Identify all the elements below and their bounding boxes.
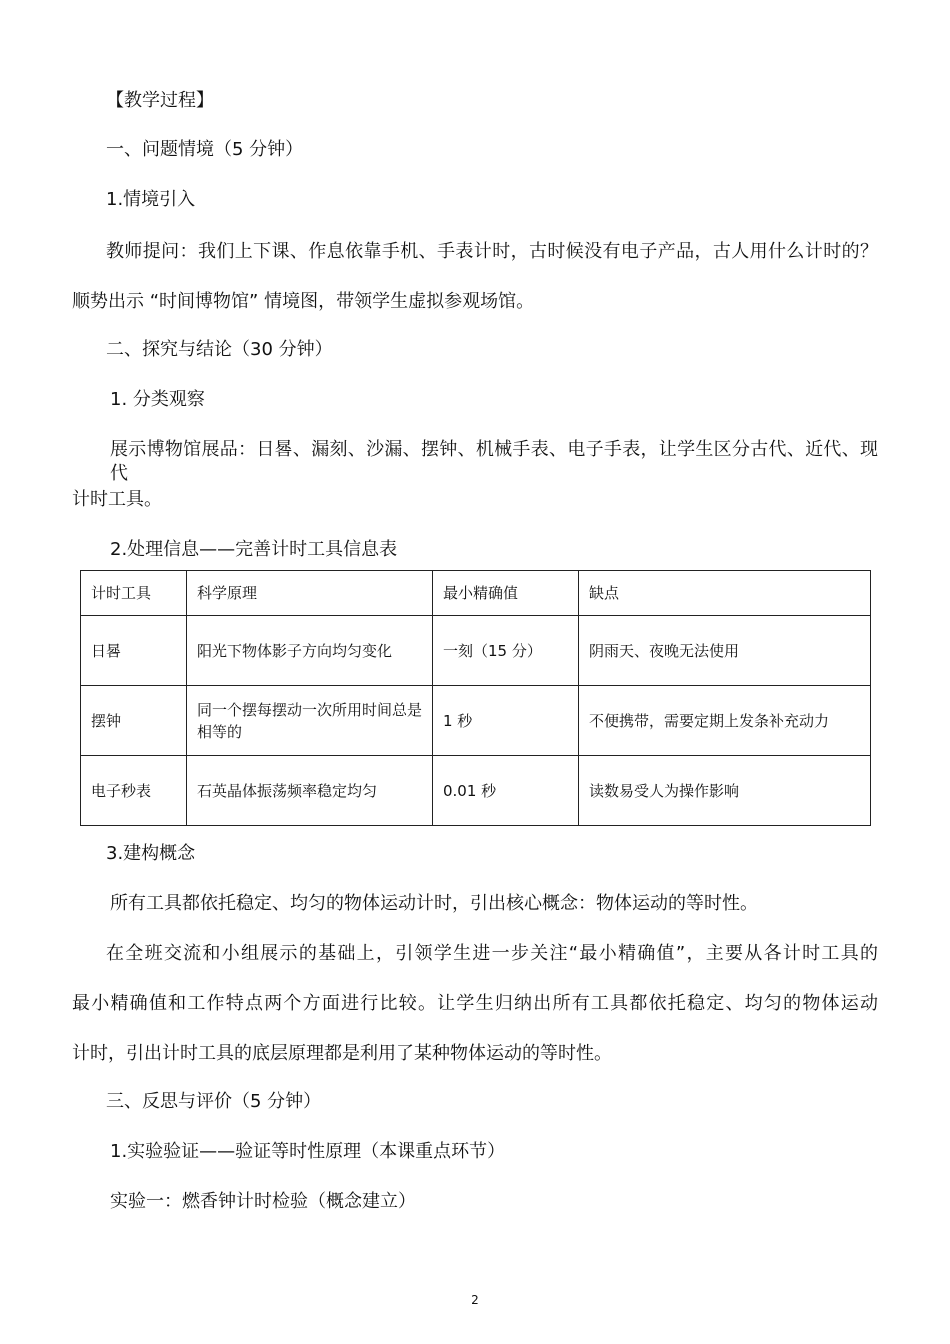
table-cell: 一刻（15 分） bbox=[433, 616, 579, 686]
page-number: 2 bbox=[471, 1293, 479, 1307]
table-row bbox=[81, 616, 871, 686]
part1-paragraph-line-1: 教师提问：我们上下课、作息依靠手机、手表计时，古时候没有电子产品，古人用什么计时的？ bbox=[106, 241, 878, 262]
table-cell: 同一个摆每摆动一次所用时间总是相等的 bbox=[187, 686, 433, 756]
part2-subheading-1: 1. 分类观察 bbox=[110, 389, 205, 410]
table-cell: 日晷 bbox=[81, 616, 187, 686]
table-row bbox=[81, 686, 871, 756]
table-header-cell: 缺点 bbox=[579, 571, 871, 616]
table-cell: 电子秒表 bbox=[81, 756, 187, 826]
part1-paragraph-line-2: 顺势出示 “时间博物馆” 情境图，带领学生虚拟参观场馆。 bbox=[72, 291, 535, 312]
part2-paragraph-line-1: 展示博物馆展品：日晷、漏刻、沙漏、摆钟、机械手表、电子手表，让学生区分古代、近代、现代 bbox=[110, 439, 878, 484]
part2-subheading-3: 3.建构概念 bbox=[106, 843, 196, 864]
table-cell: 读数易受人为操作影响 bbox=[579, 756, 871, 826]
table-header-row bbox=[81, 571, 871, 616]
table-cell: 石英晶体振荡频率稳定均匀 bbox=[187, 756, 433, 826]
part2-subheading-2: 2.处理信息——完善计时工具信息表 bbox=[110, 539, 398, 560]
section-header: 【教学过程】 bbox=[106, 90, 214, 111]
experiment-1-title: 实验一：燃香钟计时检验（概念建立） bbox=[110, 1191, 416, 1212]
part3-subheading-1: 1.实验验证——验证等时性原理（本课重点环节） bbox=[110, 1141, 506, 1162]
table-cell: 0.01 秒 bbox=[433, 756, 579, 826]
part1-subheading-1: 1.情境引入 bbox=[106, 189, 196, 210]
part1-heading: 一、问题情境（5 分钟） bbox=[106, 139, 304, 160]
part2-paragraph-line-2: 计时工具。 bbox=[72, 489, 162, 510]
concept-paragraph: 所有工具都依托稳定、均匀的物体运动计时，引出核心概念：物体运动的等时性。 bbox=[110, 893, 758, 914]
timing-tools-table bbox=[80, 570, 871, 826]
table-header-cell: 计时工具 bbox=[81, 571, 187, 616]
table-cell: 阳光下物体影子方向均匀变化 bbox=[187, 616, 433, 686]
table-row bbox=[81, 756, 871, 826]
part3-heading: 三、反思与评价（5 分钟） bbox=[106, 1091, 322, 1112]
summary-paragraph-line-1: 在全班交流和小组展示的基础上，引领学生进一步关注“最小精确值”，主要从各计时工具的 bbox=[106, 943, 878, 964]
part2-heading: 二、探究与结论（30 分钟） bbox=[106, 339, 333, 360]
table-header-cell: 最小精确值 bbox=[433, 571, 579, 616]
table-header-cell: 科学原理 bbox=[187, 571, 433, 616]
table-cell: 阴雨天、夜晚无法使用 bbox=[579, 616, 871, 686]
table-cell: 1 秒 bbox=[433, 686, 579, 756]
table-cell: 不便携带，需要定期上发条补充动力 bbox=[579, 686, 871, 756]
summary-paragraph-line-3: 计时，引出计时工具的底层原理都是利用了某种物体运动的等时性。 bbox=[72, 1043, 612, 1064]
summary-paragraph-line-2: 最小精确值和工作特点两个方面进行比较。让学生归纳出所有工具都依托稳定、均匀的物体运动 bbox=[72, 993, 878, 1014]
table-cell: 摆钟 bbox=[81, 686, 187, 756]
